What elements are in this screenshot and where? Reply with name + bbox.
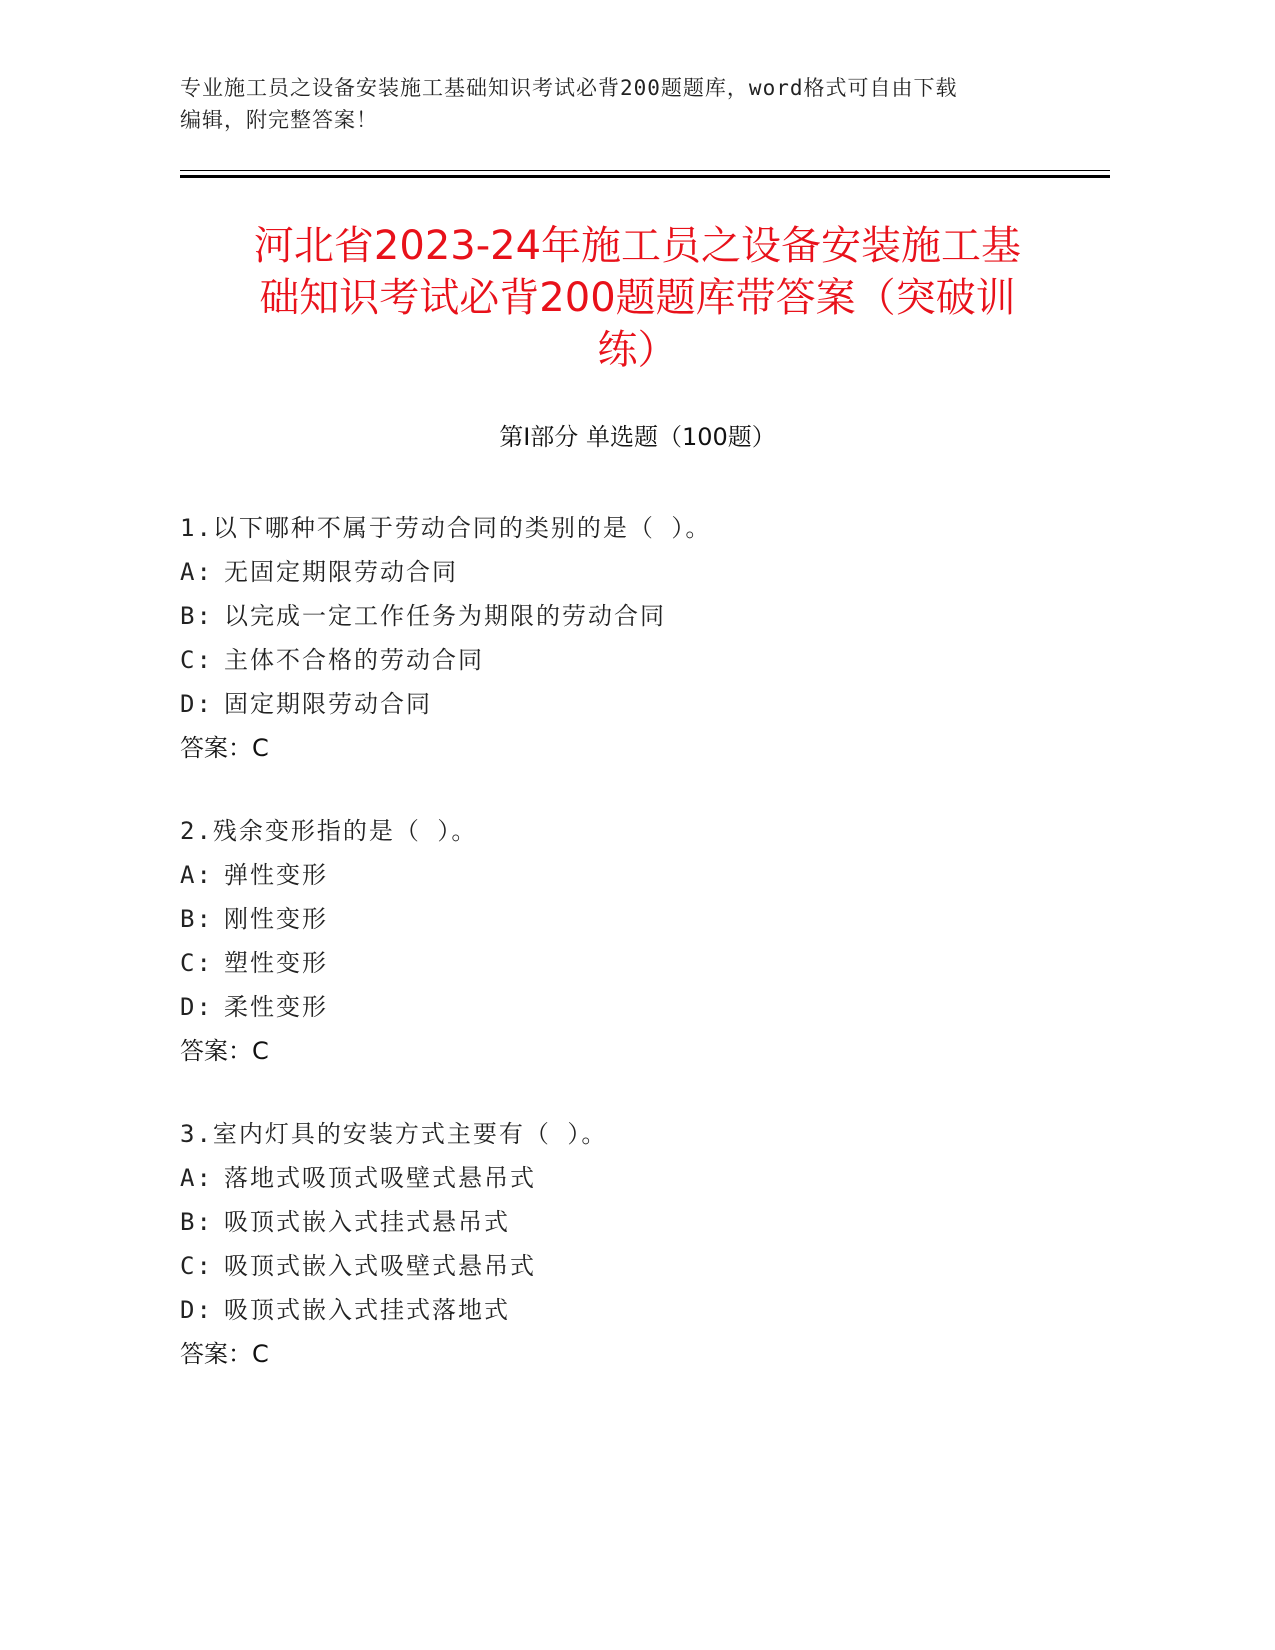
option-key: D: bbox=[180, 1296, 213, 1324]
option-text: 柔性变形 bbox=[224, 993, 328, 1021]
option-key: B: bbox=[180, 1208, 213, 1236]
option-key: A: bbox=[180, 861, 213, 889]
option-d bbox=[180, 1288, 1080, 1332]
option-text: 弹性变形 bbox=[224, 861, 328, 889]
option-c bbox=[180, 1244, 1080, 1288]
question-list bbox=[180, 506, 1080, 1415]
option-key: B: bbox=[180, 905, 213, 933]
option-text: 无固定期限劳动合同 bbox=[224, 558, 458, 586]
document-title-line-1: 河北省2023-24年施工员之设备安装施工基 bbox=[253, 223, 1022, 269]
option-b bbox=[180, 897, 1080, 941]
option-text: 主体不合格的劳动合同 bbox=[224, 646, 484, 674]
header-note-line-1: 专业施工员之设备安装施工基础知识考试必背200题题库，word格式可自由下载 bbox=[180, 76, 958, 100]
option-b bbox=[180, 1200, 1080, 1244]
option-c bbox=[180, 638, 1080, 682]
answer-label: 答案： bbox=[180, 1340, 252, 1368]
option-a bbox=[180, 853, 1080, 897]
option-key: C: bbox=[180, 949, 213, 977]
option-text: 落地式吸顶式吸壁式悬吊式 bbox=[224, 1164, 536, 1192]
header-rule-thick bbox=[180, 175, 1110, 178]
option-key: C: bbox=[180, 646, 213, 674]
question-3 bbox=[180, 1112, 1080, 1376]
option-d bbox=[180, 682, 1080, 726]
answer-line bbox=[180, 726, 1080, 770]
option-key: D: bbox=[180, 993, 213, 1021]
question-stem: 1.以下哪种不属于劳动合同的类别的是（ ）。 bbox=[180, 514, 712, 542]
question-2 bbox=[180, 809, 1080, 1073]
document-title-line-2: 础知识考试必背200题题库带答案（突破训 bbox=[259, 275, 1016, 321]
section-heading: 第Ⅰ部分 单选题（100题） bbox=[499, 423, 776, 451]
header-rule-thin bbox=[180, 170, 1110, 171]
header-note-line-2: 编辑，附完整答案！ bbox=[180, 108, 378, 132]
question-1 bbox=[180, 506, 1080, 770]
option-text: 固定期限劳动合同 bbox=[224, 690, 432, 718]
option-key: D: bbox=[180, 690, 213, 718]
option-text: 塑性变形 bbox=[224, 949, 328, 977]
option-key: B: bbox=[180, 602, 213, 630]
question-stem: 2.残余变形指的是（ ）。 bbox=[180, 817, 478, 845]
document-title bbox=[180, 220, 1095, 376]
option-a bbox=[180, 550, 1080, 594]
document-title-line-3: 练） bbox=[597, 327, 678, 373]
answer-label: 答案： bbox=[180, 1037, 252, 1065]
option-b bbox=[180, 594, 1080, 638]
answer-value: C bbox=[252, 734, 269, 762]
answer-line bbox=[180, 1029, 1080, 1073]
option-a bbox=[180, 1156, 1080, 1200]
option-key: C: bbox=[180, 1252, 213, 1280]
option-text: 吸顶式嵌入式吸壁式悬吊式 bbox=[224, 1252, 536, 1280]
answer-line bbox=[180, 1332, 1080, 1376]
header-note bbox=[180, 72, 1080, 136]
option-text: 以完成一定工作任务为期限的劳动合同 bbox=[224, 602, 666, 630]
question-stem: 3.室内灯具的安装方式主要有（ ）。 bbox=[180, 1120, 608, 1148]
option-text: 刚性变形 bbox=[224, 905, 328, 933]
option-text: 吸顶式嵌入式挂式落地式 bbox=[224, 1296, 510, 1324]
answer-value: C bbox=[252, 1037, 269, 1065]
option-d bbox=[180, 985, 1080, 1029]
option-key: A: bbox=[180, 1164, 213, 1192]
option-c bbox=[180, 941, 1080, 985]
option-key: A: bbox=[180, 558, 213, 586]
answer-label: 答案： bbox=[180, 734, 252, 762]
option-text: 吸顶式嵌入式挂式悬吊式 bbox=[224, 1208, 510, 1236]
answer-value: C bbox=[252, 1340, 269, 1368]
